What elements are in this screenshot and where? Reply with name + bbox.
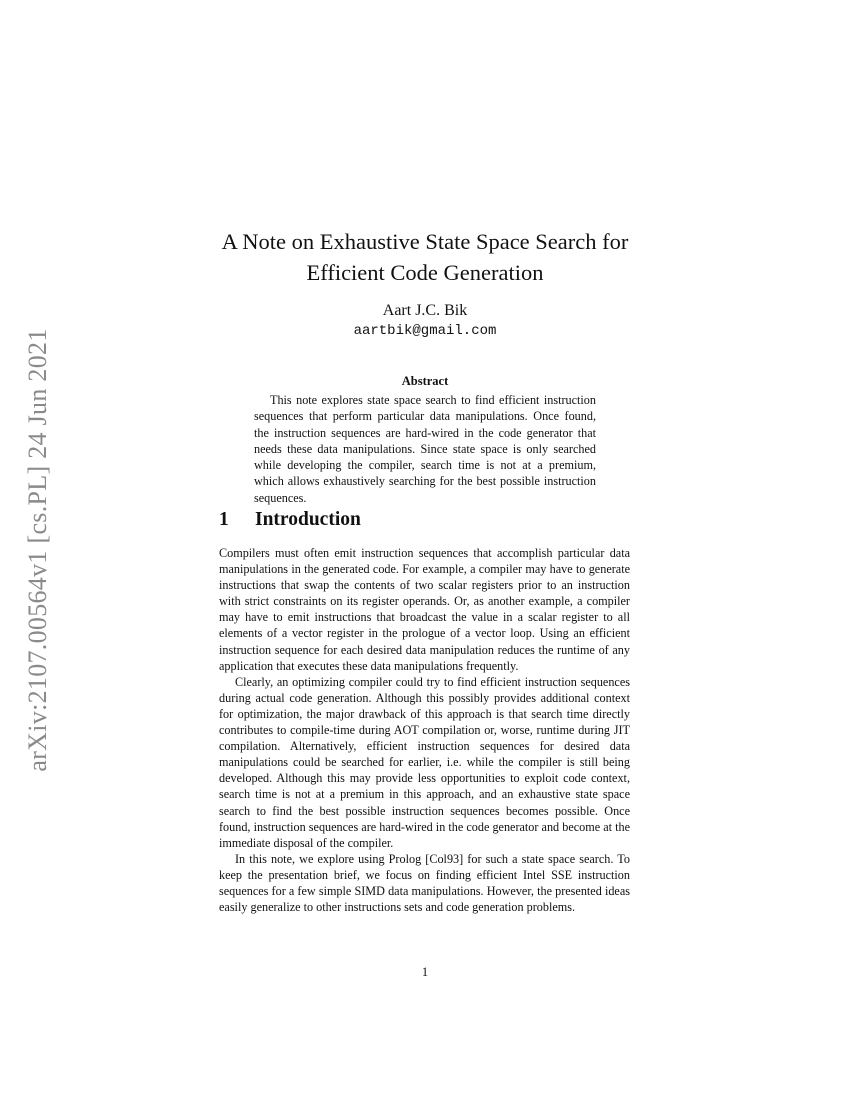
body-paragraph: Compilers must often emit instruction sequences that accomplish particular data manipulations in the generated code. For example, a compiler may have to generate instructions that swap the contents of two scalar registers prior to an instruction with strict constraints on its register operands. Or, as another example, a compiler may have to emit instructions that broadcast the value in a scalar register to all elements of a vector register in the prologue of a vector loop. Using an efficient instruction sequence for each desired data manipulation reduces the runtime of any application that executes these data manipulations frequently.	[219, 546, 630, 673]
abstract-heading: Abstract	[401, 374, 449, 388]
body-paragraph: Clearly, an optimizing compiler could try to find efficient instruction sequences during actual code generation. Although this possibly provides additional context for optimization, the major drawback of this approach is that search time directly contributes to compile-time during AOT compilation or, worse, runtime during JIT compilation. Alternatively, efficient instruction sequences for desired data manipulations could be searched for earlier, i.e. while the compiler is still being developed. Although this may provide less opportunities to exploit code context, search time is not at a premium in this approach, and an exhaustive state space search to find the best possible instruction sequences becomes possible. Once found, instruction sequences are hard-wired in the code generator and become at the immediate disposal of the compiler.	[219, 674, 630, 850]
section-title: Introduction	[255, 509, 361, 530]
section-heading	[219, 507, 639, 533]
paper-title-line-1: A Note on Exhaustive State Space Search for	[221, 229, 629, 254]
author-email: aartbik@gmail.com	[353, 323, 497, 339]
abstract-text: This note explores state space search to find efficient instruction sequences that perform particular data manipulations. Once found, the instruction sequences are hard-wired in the code generator that needs these data manipulations. Since state space is only searched while developing the compiler, search time is not at a premium, which allows exhaustively searching for the best possible instruction sequences.	[254, 393, 596, 505]
paper-title-line-2: Efficient Code Generation	[306, 260, 544, 285]
section-body	[219, 545, 630, 915]
section-number: 1	[219, 509, 229, 530]
arxiv-identifier-stamp: arXiv:2107.00564v1 [cs.PL] 24 Jun 2021	[23, 328, 52, 772]
author-name: Aart J.C. Bik	[382, 302, 468, 319]
body-paragraph: In this note, we explore using Prolog [Col93] for such a state space search. To keep the presentation brief, we focus on finding efficient Intel SSE instruction sequences for a few simple SIMD data manipulations. However, the presented ideas easily generalize to other instructions sets and code generation problems.	[219, 851, 630, 915]
page-number: 1	[421, 965, 429, 979]
paper-title	[200, 226, 650, 288]
